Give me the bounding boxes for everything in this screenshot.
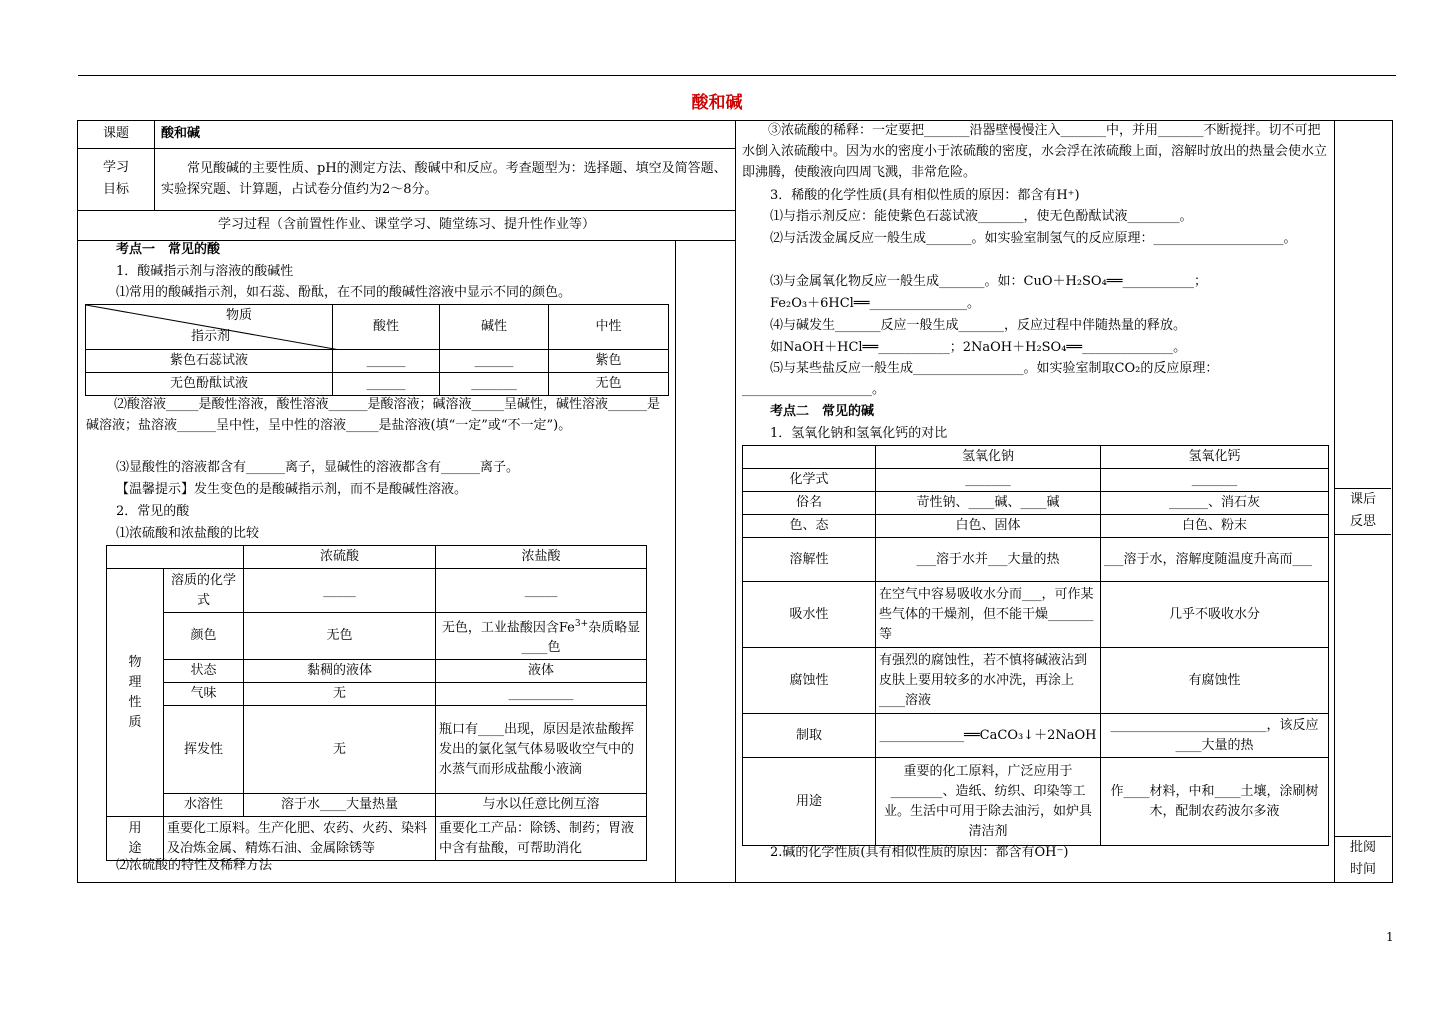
indicator-table xyxy=(85,304,669,396)
course-label: 课题 xyxy=(102,126,129,141)
reflect-label-1: 课后 xyxy=(1349,492,1376,507)
hcl-color-text-2: 杂质略显____色 xyxy=(521,620,641,656)
caoh2-cell: ________________________，该反应____大量的热 xyxy=(1101,714,1329,758)
table-row xyxy=(86,350,669,373)
caoh2-cell: 作____材料，中和____土壤，涂刷树木，配制农药波尔多液 xyxy=(1101,758,1329,846)
value-cell: 溶于水____大量热量 xyxy=(244,794,436,817)
base-compare-table xyxy=(742,445,1329,846)
diagonal-header-cell xyxy=(86,305,333,350)
acid-prop-4a: ⑷与碱发生_______反应一般生成_______，反应过程中伴随热量的释放。 xyxy=(770,318,1187,333)
row-label: 用途 xyxy=(743,758,876,846)
table-row xyxy=(743,714,1329,758)
row-label: 状态 xyxy=(164,660,244,683)
review-label-2: 时间 xyxy=(1349,862,1376,877)
acid-prop-2: ⑵与活泼金属反应一般生成_______。如实验室制氢气的反应原理：____________________。 xyxy=(770,231,1297,246)
iron-ion-symbol: Fe xyxy=(558,620,575,636)
use-label: 用途 xyxy=(107,817,164,861)
row-label: 腐蚀性 xyxy=(743,648,876,714)
section-heading-bases: 考点二 常见的碱 xyxy=(770,404,875,419)
acid-prop-3b: Fe₂O₃＋6HCl══_______________。 xyxy=(770,296,980,311)
side-divider-3 xyxy=(1334,836,1391,837)
acid-prop-1: ⑴与指示剂反应：能使紫色石蕊试液_______，使无色酚酞试液________。 xyxy=(770,209,1193,224)
page-number: 1 xyxy=(1386,930,1394,944)
base-chem-props-heading: 2.碱的化学性质(具有相似性质的原因：都含有OH⁻) xyxy=(770,845,1069,860)
naoh-cell: 在空气中容易吸收水分而___，可作某些气体的干燥剂，但不能干燥_______等 xyxy=(876,582,1101,648)
dilute-acid-props-heading: 3．稀酸的化学性质(具有相似性质的原因：都含有H⁺) xyxy=(770,188,1080,203)
acid-prop-3a: ⑶与金属氧化物反应一般生成_______。如：CuO＋H₂SO₄══___________； xyxy=(770,274,1207,289)
acid-prop-5: ⑸与某些盐反应一般生成_________________。如实验室制取CO₂的反应原理：____________________。 xyxy=(742,361,1219,397)
goal-label-2: 目标 xyxy=(102,182,129,197)
naoh-cell: _____________══CaCO₃↓＋2NaOH xyxy=(876,714,1101,758)
hydrochloric-use: 重要化工产品：除锈、制药；胃液中含有盐酸，可帮助消化 xyxy=(436,817,647,861)
color-cell: 无色 xyxy=(549,373,669,396)
naoh-cell: _______ xyxy=(876,469,1101,492)
subsection-common-acids: 2．常见的酸 xyxy=(116,504,190,519)
caoh2-cell: ___溶于水，溶解度随温度升高而___ xyxy=(1101,538,1329,582)
table-row xyxy=(743,582,1329,648)
reflect-label-2: 反思 xyxy=(1349,514,1376,529)
header-sulfuric: 浓硫酸 xyxy=(244,546,436,569)
row-label: 溶质的化学式 xyxy=(164,569,244,613)
value-cell: 无色 xyxy=(244,613,436,660)
ion-paragraph: ⑶显酸性的溶液都含有______离子，显碱性的溶液都含有______离子。 xyxy=(116,460,520,475)
sulfuric-use: 重要化工原料。生产化肥、农药、火药、染料及冶炼金属、精炼石油、金属除锈等 xyxy=(164,817,436,861)
value-cell: 瓶口有____出现，原因是浓盐酸挥发出的氯化氢气体易吸收空气中的水蒸气而形成盐酸小液滴 xyxy=(436,706,647,794)
naoh-cell: 白色、固体 xyxy=(876,515,1101,538)
diag-bottom-label: 指示剂 xyxy=(191,329,231,344)
header-acidic: 酸性 xyxy=(333,305,440,350)
blank-cell: _____ xyxy=(244,569,436,613)
row-label: 化学式 xyxy=(743,469,876,492)
caoh2-cell: 有腐蚀性 xyxy=(1101,648,1329,714)
left-margin-divider xyxy=(675,240,676,882)
color-cell: 紫色 xyxy=(549,350,669,373)
blank-cell: __________ xyxy=(436,683,647,706)
row-label: 制取 xyxy=(743,714,876,758)
dilution-paragraph: ③浓硫酸的稀释：一定要把_______沿器壁慢慢注入_______中，并用_______不断搅拌。切不可把水倒入浓硫酸中。因为水的密度小于浓硫酸的密度，水会浮在浓硫酸上面，溶解时放出的热量会使水立即沸腾，使酸液向四周飞溅，非常危险。 xyxy=(742,123,1328,180)
blank-cell: ______ xyxy=(333,373,440,396)
goal-label-1: 学习 xyxy=(102,160,129,175)
row-label: 溶解性 xyxy=(743,538,876,582)
acid-prop-4b: 如NaOH＋HCl══___________；2NaOH＋H₂SO₄══______________。 xyxy=(770,340,1187,355)
empty-cell xyxy=(107,546,244,569)
table-row xyxy=(86,373,669,396)
naoh-cell: ___溶于水并___大量的热 xyxy=(876,538,1101,582)
course-value: 酸和碱 xyxy=(161,126,201,141)
diag-top-label: 物质 xyxy=(226,308,253,323)
table-row xyxy=(743,469,1329,492)
row-divider-2 xyxy=(78,210,735,211)
value-cell: 液体 xyxy=(436,660,647,683)
table-row xyxy=(743,515,1329,538)
base-compare-intro: 1．氢氧化钠和氢氧化钙的对比 xyxy=(770,426,948,441)
physical-props-label: 物理性质 xyxy=(107,569,164,817)
caoh2-cell: 几乎不吸收水分 xyxy=(1101,582,1329,648)
table-row xyxy=(743,538,1329,582)
header-caoh2: 氢氧化钙 xyxy=(1101,446,1329,469)
row-label: 水溶性 xyxy=(164,794,244,817)
review-label-1: 批阅 xyxy=(1349,840,1376,855)
side-column-divider xyxy=(1334,121,1335,882)
naoh-cell: 苛性钠、____碱、____碱 xyxy=(876,492,1101,515)
row-divider-1 xyxy=(78,148,735,149)
header-basic: 碱性 xyxy=(440,305,549,350)
blank-cell: _______ xyxy=(440,373,549,396)
row-label: 气味 xyxy=(164,683,244,706)
header-rule xyxy=(78,75,1396,76)
empty-cell xyxy=(743,446,876,469)
acid-compare-intro: ⑴浓硫酸和浓盐酸的比较 xyxy=(116,526,260,541)
side-divider-1 xyxy=(1334,488,1391,489)
section-heading-acids: 考点一 常见的酸 xyxy=(116,242,221,257)
value-cell: 黏稠的液体 xyxy=(244,660,436,683)
side-divider-2 xyxy=(1334,534,1391,535)
value-cell: 与水以任意比例互溶 xyxy=(436,794,647,817)
indicator-name: 紫色石蕊试液 xyxy=(86,350,333,373)
header-neutral: 中性 xyxy=(549,305,669,350)
tip-text: 【温馨提示】发生变色的是酸碱指示剂，而不是酸碱性溶液。 xyxy=(116,482,468,497)
hcl-color-cell xyxy=(436,613,647,660)
subsection-indicators: 1．酸碱指示剂与溶液的酸碱性 xyxy=(116,264,294,279)
iron-ion-charge: 3+ xyxy=(574,619,589,629)
naoh-cell: 重要的化工原料，广泛应用于________、造纸、纺织、印染等工业。生活中可用于除去油污，如炉具清洁剂 xyxy=(876,758,1101,846)
acid-compare-table xyxy=(106,545,647,861)
page-title: 酸和碱 xyxy=(691,93,743,113)
naoh-cell: 有强烈的腐蚀性，若不慎将碱液沾到皮肤上要用较多的水冲洗，再涂上____溶液 xyxy=(876,648,1101,714)
row-label: 吸水性 xyxy=(743,582,876,648)
row-label: 颜色 xyxy=(164,613,244,660)
value-cell: 无 xyxy=(244,683,436,706)
caoh2-cell: _______ xyxy=(1101,469,1329,492)
goal-text: 常见酸碱的主要性质、pH的测定方法、酸碱中和反应。考查题型为：选择题、填空及简答题、实验探究题、计算题，占试卷分值约为2～8分。 xyxy=(161,161,727,197)
center-divider xyxy=(735,121,736,882)
sulfuric-properties-heading: ⑵浓硫酸的特性及稀释方法 xyxy=(116,858,273,873)
hcl-color-text: 无色，工业盐酸因含 xyxy=(441,620,559,636)
value-cell: 无 xyxy=(244,706,436,794)
blank-cell: _____ xyxy=(436,569,647,613)
blank-cell: ______ xyxy=(440,350,549,373)
row-label: 俗名 xyxy=(743,492,876,515)
table-row xyxy=(743,492,1329,515)
row-label: 色、态 xyxy=(743,515,876,538)
process-heading: 学习过程（含前置性作业、课堂学习、随堂练习、提升性作业等） xyxy=(217,217,595,232)
indicator-name: 无色酚酞试液 xyxy=(86,373,333,396)
table-row xyxy=(743,758,1329,846)
acid-base-solution-paragraph: ⑵酸溶液_____是酸性溶液，酸性溶液______是酸溶液；碱溶液_____呈碱性，碱性溶液______是碱溶液；盐溶液______呈中性，呈中性的溶液_____是盐溶液(填“一定”或“不一定”)。 xyxy=(86,397,661,433)
header-naoh: 氢氧化钠 xyxy=(876,446,1101,469)
indicator-intro: ⑴常用的酸碱指示剂，如石蕊、酚酞，在不同的酸碱性溶液中显示不同的颜色。 xyxy=(116,285,572,300)
caoh2-cell: ______、消石灰 xyxy=(1101,492,1329,515)
header-hydrochloric: 浓盐酸 xyxy=(436,546,647,569)
blank-cell: ______ xyxy=(333,350,440,373)
caoh2-cell: 白色、粉末 xyxy=(1101,515,1329,538)
row-label: 挥发性 xyxy=(164,706,244,794)
label-column-divider xyxy=(154,121,155,210)
table-row xyxy=(743,648,1329,714)
